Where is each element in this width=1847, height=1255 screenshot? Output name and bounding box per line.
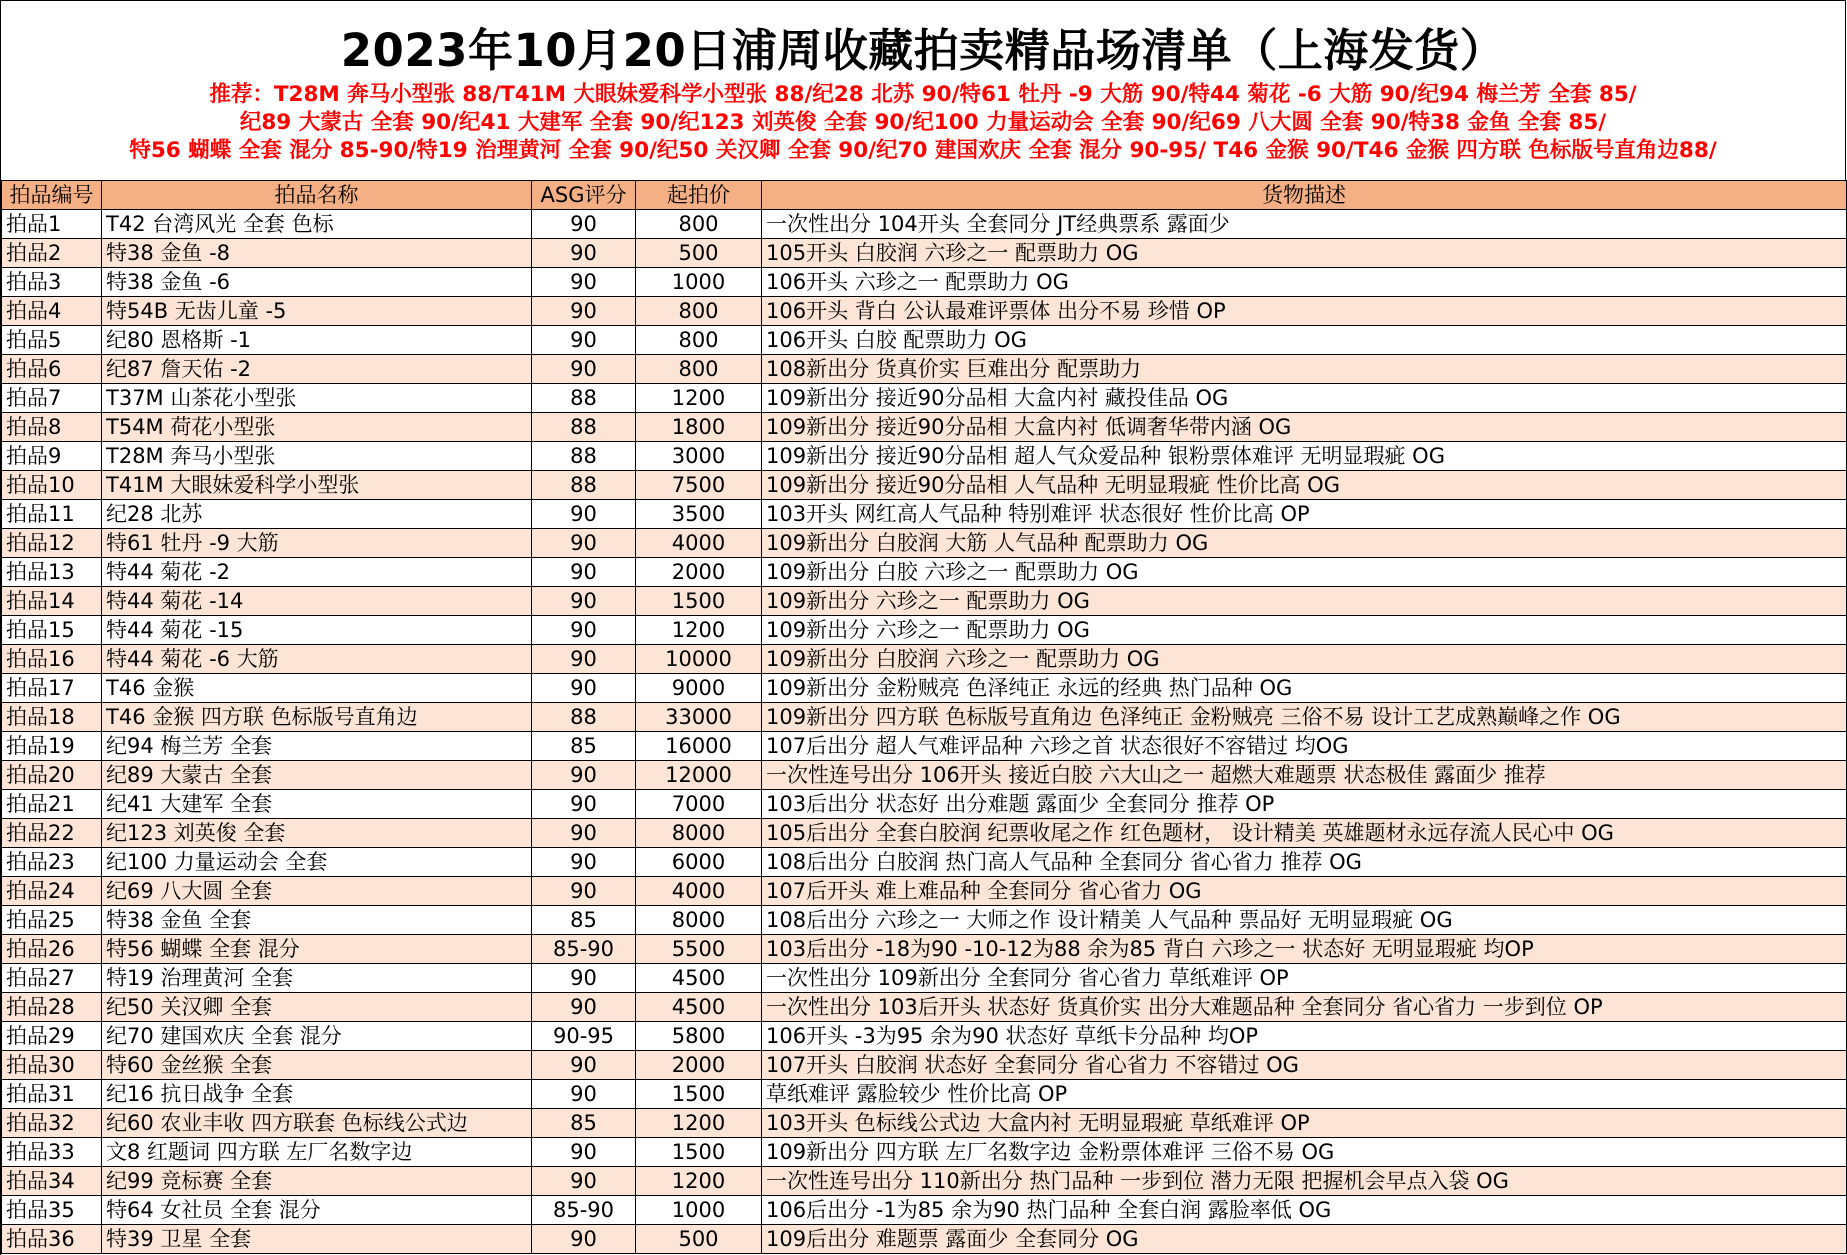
table-row: [2, 819, 1847, 848]
asg-grade-cell: 90: [532, 210, 636, 239]
description-cell: 103开头 色标线公式边 大盒内衬 无明显瑕疵 草纸难评 OP: [762, 1109, 1847, 1138]
table-row: [2, 1051, 1847, 1080]
lot-name-cell: 纪94 梅兰芳 全套: [102, 732, 532, 761]
lot-name-cell: 特56 蝴蝶 全套 混分: [102, 935, 532, 964]
table-row: [2, 1167, 1847, 1196]
table-row: [2, 587, 1847, 616]
description-cell: 109新出分 六珍之一 配票助力 OG: [762, 587, 1847, 616]
lot-name-cell: T42 台湾风光 全套 色标: [102, 210, 532, 239]
table-row: [2, 993, 1847, 1022]
asg-grade-cell: 90: [532, 1225, 636, 1254]
lot-name-cell: 纪69 八大圆 全套: [102, 877, 532, 906]
description-cell: 109后出分 难题票 露面少 全套同分 OG: [762, 1225, 1847, 1254]
lot-no-cell: 拍品28: [2, 993, 102, 1022]
lot-no-cell: 拍品9: [2, 442, 102, 471]
lot-no-cell: 拍品21: [2, 790, 102, 819]
lot-name-cell: 纪123 刘英俊 全套: [102, 819, 532, 848]
lot-name-cell: 特64 女社员 全套 混分: [102, 1196, 532, 1225]
start-price-cell: 1500: [636, 1080, 762, 1109]
description-cell: 108后出分 白胶润 热门高人气品种 全套同分 省心省力 推荐 OG: [762, 848, 1847, 877]
asg-grade-cell: 90: [532, 1051, 636, 1080]
table-body: [2, 210, 1847, 1254]
start-price-cell: 3500: [636, 500, 762, 529]
asg-grade-cell: 88: [532, 384, 636, 413]
lot-no-cell: 拍品10: [2, 471, 102, 500]
lot-name-cell: 纪16 抗日战争 全套: [102, 1080, 532, 1109]
start-price-cell: 8000: [636, 906, 762, 935]
lot-no-cell: 拍品12: [2, 529, 102, 558]
description-cell: 一次性出分 109新出分 全套同分 省心省力 草纸难评 OP: [762, 964, 1847, 993]
asg-grade-cell: 90: [532, 1167, 636, 1196]
start-price-cell: 1500: [636, 1138, 762, 1167]
asg-grade-cell: 90: [532, 355, 636, 384]
lot-no-cell: 拍品3: [2, 268, 102, 297]
asg-grade-cell: 90: [532, 1138, 636, 1167]
lot-no-cell: 拍品4: [2, 297, 102, 326]
asg-grade-cell: 88: [532, 413, 636, 442]
lot-name-cell: 纪87 詹天佑 -2: [102, 355, 532, 384]
recommend-line-1: 推荐：T28M 奔马小型张 88/T41M 大眼妹爱科学小型张 88/纪28 北苏 90/特61 牡丹 -9 大筋 90/特44 菊花 -6 大筋 90/纪94 梅兰芳 全套 85/: [209, 82, 1637, 107]
description-cell: 108新出分 货真价实 巨难出分 配票助力: [762, 355, 1847, 384]
table-row: [2, 616, 1847, 645]
lot-name-cell: 纪70 建国欢庆 全套 混分: [102, 1022, 532, 1051]
asg-grade-cell: 90: [532, 1080, 636, 1109]
start-price-cell: 33000: [636, 703, 762, 732]
start-price-cell: 7000: [636, 790, 762, 819]
lot-name-cell: 特38 金鱼 全套: [102, 906, 532, 935]
table-row: [2, 239, 1847, 268]
table-row: [2, 906, 1847, 935]
recommend-line-3: 特56 蝴蝶 全套 混分 85-90/特19 治理黄河 全套 90/纪50 关汉卿 全套 90/纪70 建国欢庆 全套 混分 90-95/ T46 金猴 90/T46 金猴 四方联 色标版号直角边88/: [129, 138, 1717, 163]
table-row: [2, 442, 1847, 471]
lot-no-cell: 拍品36: [2, 1225, 102, 1254]
asg-grade-cell: 90: [532, 587, 636, 616]
start-price-cell: 5500: [636, 935, 762, 964]
description-cell: 一次性出分 103后开头 状态好 货真价实 出分大难题品种 全套同分 省心省力 一步到位 OP: [762, 993, 1847, 1022]
lot-name-cell: T41M 大眼妹爱科学小型张: [102, 471, 532, 500]
page-title: 2023年10月20日浦周收藏拍卖精品场清单（上海发货）: [340, 24, 1506, 77]
lot-no-cell: 拍品32: [2, 1109, 102, 1138]
lot-name-cell: 纪99 竞标赛 全套: [102, 1167, 532, 1196]
lot-name-cell: 特38 金鱼 -6: [102, 268, 532, 297]
start-price-cell: 12000: [636, 761, 762, 790]
table-row: [2, 645, 1847, 674]
lot-name-cell: 特39 卫星 全套: [102, 1225, 532, 1254]
asg-grade-cell: 90: [532, 239, 636, 268]
lot-no-cell: 拍品23: [2, 848, 102, 877]
lot-name-cell: 纪80 恩格斯 -1: [102, 326, 532, 355]
table-row: [2, 674, 1847, 703]
lot-name-cell: T28M 奔马小型张: [102, 442, 532, 471]
auction-table: [1, 180, 1847, 1254]
start-price-cell: 800: [636, 210, 762, 239]
lot-no-cell: 拍品2: [2, 239, 102, 268]
start-price-cell: 1200: [636, 1109, 762, 1138]
asg-grade-cell: 90: [532, 500, 636, 529]
asg-grade-cell: 90: [532, 529, 636, 558]
lot-no-cell: 拍品26: [2, 935, 102, 964]
lot-name-cell: 纪60 农业丰收 四方联套 色标线公式边: [102, 1109, 532, 1138]
lot-name-cell: 特61 牡丹 -9 大筋: [102, 529, 532, 558]
asg-grade-cell: 90: [532, 674, 636, 703]
asg-grade-cell: 90: [532, 877, 636, 906]
table-row: [2, 703, 1847, 732]
description-cell: 一次性连号出分 106开头 接近白胶 六大山之一 超燃大难题票 状态极佳 露面少 推荐: [762, 761, 1847, 790]
lot-name-cell: T46 金猴 四方联 色标版号直角边: [102, 703, 532, 732]
lot-no-cell: 拍品22: [2, 819, 102, 848]
start-price-cell: 1200: [636, 384, 762, 413]
asg-grade-cell: 85: [532, 732, 636, 761]
description-cell: 109新出分 金粉贼亮 色泽纯正 永远的经典 热门品种 OG: [762, 674, 1847, 703]
lot-no-cell: 拍品30: [2, 1051, 102, 1080]
description-cell: 107开头 白胶润 状态好 全套同分 省心省力 不容错过 OG: [762, 1051, 1847, 1080]
start-price-cell: 4500: [636, 964, 762, 993]
lot-no-cell: 拍品16: [2, 645, 102, 674]
description-cell: 103后出分 -18为90 -10-12为88 余为85 背白 六珍之一 状态好 无明显瑕疵 均OP: [762, 935, 1847, 964]
table-row: [2, 500, 1847, 529]
table-row: [2, 935, 1847, 964]
start-price-cell: 10000: [636, 645, 762, 674]
asg-grade-cell: 88: [532, 703, 636, 732]
description-cell: 108后出分 六珍之一 大师之作 设计精美 人气品种 票品好 无明显瑕疵 OG: [762, 906, 1847, 935]
asg-grade-cell: 90: [532, 297, 636, 326]
description-cell: 109新出分 四方联 色标版号直角边 色泽纯正 金粉贼亮 三俗不易 设计工艺成熟巅峰之作 OG: [762, 703, 1847, 732]
lot-no-cell: 拍品27: [2, 964, 102, 993]
lot-no-cell: 拍品34: [2, 1167, 102, 1196]
description-cell: 103开头 网红高人气品种 特别难评 状态很好 性价比高 OP: [762, 500, 1847, 529]
description-cell: 106开头 背白 公认最难评票体 出分不易 珍惜 OP: [762, 297, 1847, 326]
asg-grade-cell: 88: [532, 442, 636, 471]
table-row: [2, 790, 1847, 819]
description-cell: 109新出分 接近90分品相 超人气众爱品种 银粉票体难评 无明显瑕疵 OG: [762, 442, 1847, 471]
table-row: [2, 529, 1847, 558]
description-cell: 草纸难评 露脸较少 性价比高 OP: [762, 1080, 1847, 1109]
lot-no-cell: 拍品11: [2, 500, 102, 529]
lot-no-cell: 拍品20: [2, 761, 102, 790]
lot-name-cell: T54M 荷花小型张: [102, 413, 532, 442]
description-cell: 103后出分 状态好 出分难题 露面少 全套同分 推荐 OP: [762, 790, 1847, 819]
lot-no-cell: 拍品18: [2, 703, 102, 732]
lot-no-cell: 拍品19: [2, 732, 102, 761]
table-row: [2, 761, 1847, 790]
table-row: [2, 877, 1847, 906]
asg-grade-cell: 90: [532, 790, 636, 819]
description-cell: 109新出分 四方联 左厂名数字边 金粉票体难评 三俗不易 OG: [762, 1138, 1847, 1167]
recommend-line-2: 纪89 大蒙古 全套 90/纪41 大建军 全套 90/纪123 刘英俊 全套 90/纪100 力量运动会 全套 90/纪69 八大圆 全套 90/特38 金鱼 全套 85/: [239, 110, 1607, 135]
lot-name-cell: 纪89 大蒙古 全套: [102, 761, 532, 790]
description-cell: 109新出分 白胶润 大筋 人气品种 配票助力 OG: [762, 529, 1847, 558]
lot-name-cell: 特60 金丝猴 全套: [102, 1051, 532, 1080]
description-cell: 109新出分 接近90分品相 人气品种 无明显瑕疵 性价比高 OG: [762, 471, 1847, 500]
start-price-cell: 3000: [636, 442, 762, 471]
description-cell: 一次性出分 104开头 全套同分 JT经典票系 露面少: [762, 210, 1847, 239]
description-cell: 109新出分 六珍之一 配票助力 OG: [762, 616, 1847, 645]
lot-name-cell: 纪50 关汉卿 全套: [102, 993, 532, 1022]
asg-grade-cell: 90: [532, 964, 636, 993]
description-cell: 106开头 六珍之一 配票助力 OG: [762, 268, 1847, 297]
asg-grade-cell: 90: [532, 848, 636, 877]
description-cell: 106开头 白胶 配票助力 OG: [762, 326, 1847, 355]
lot-no-cell: 拍品35: [2, 1196, 102, 1225]
lot-no-cell: 拍品5: [2, 326, 102, 355]
column-header-description: 货物描述: [762, 181, 1847, 210]
lot-no-cell: 拍品33: [2, 1138, 102, 1167]
description-cell: 109新出分 白胶润 六珍之一 配票助力 OG: [762, 645, 1847, 674]
asg-grade-cell: 90: [532, 645, 636, 674]
table-row: [2, 326, 1847, 355]
lot-name-cell: T46 金猴: [102, 674, 532, 703]
start-price-cell: 1200: [636, 1167, 762, 1196]
start-price-cell: 500: [636, 1225, 762, 1254]
table-row: [2, 268, 1847, 297]
lot-no-cell: 拍品6: [2, 355, 102, 384]
column-header-lot-name: 拍品名称: [102, 181, 532, 210]
start-price-cell: 1200: [636, 616, 762, 645]
lot-no-cell: 拍品1: [2, 210, 102, 239]
lot-no-cell: 拍品13: [2, 558, 102, 587]
lot-no-cell: 拍品31: [2, 1080, 102, 1109]
lot-name-cell: 特44 菊花 -6 大筋: [102, 645, 532, 674]
column-header-asg-grade: ASG评分: [532, 181, 636, 210]
start-price-cell: 1800: [636, 413, 762, 442]
table-row: [2, 1022, 1847, 1051]
start-price-cell: 8000: [636, 819, 762, 848]
asg-grade-cell: 90: [532, 558, 636, 587]
start-price-cell: 5800: [636, 1022, 762, 1051]
asg-grade-cell: 90: [532, 819, 636, 848]
asg-grade-cell: 85-90: [532, 1196, 636, 1225]
table-row: [2, 413, 1847, 442]
table-row: [2, 964, 1847, 993]
start-price-cell: 2000: [636, 1051, 762, 1080]
lot-name-cell: 特44 菊花 -15: [102, 616, 532, 645]
lot-name-cell: 特44 菊花 -2: [102, 558, 532, 587]
asg-grade-cell: 85: [532, 906, 636, 935]
asg-grade-cell: 90-95: [532, 1022, 636, 1051]
start-price-cell: 1000: [636, 268, 762, 297]
start-price-cell: 4000: [636, 529, 762, 558]
start-price-cell: 500: [636, 239, 762, 268]
table-row: [2, 355, 1847, 384]
table-row: [2, 1196, 1847, 1225]
start-price-cell: 4000: [636, 877, 762, 906]
start-price-cell: 800: [636, 326, 762, 355]
start-price-cell: 800: [636, 355, 762, 384]
asg-grade-cell: 90: [532, 326, 636, 355]
table-row: [2, 471, 1847, 500]
table-row: [2, 848, 1847, 877]
lot-no-cell: 拍品8: [2, 413, 102, 442]
description-cell: 107后开头 难上难品种 全套同分 省心省力 OG: [762, 877, 1847, 906]
column-header-lot-no: 拍品编号: [2, 181, 102, 210]
sheet-header: [1, 0, 1846, 180]
start-price-cell: 6000: [636, 848, 762, 877]
description-cell: 109新出分 白胶 六珍之一 配票助力 OG: [762, 558, 1847, 587]
table-row: [2, 210, 1847, 239]
description-cell: 107后出分 超人气难评品种 六珍之首 状态很好不容错过 均OG: [762, 732, 1847, 761]
lot-name-cell: 特54B 无齿儿童 -5: [102, 297, 532, 326]
lot-name-cell: 特44 菊花 -14: [102, 587, 532, 616]
lot-name-cell: 纪100 力量运动会 全套: [102, 848, 532, 877]
table-row: [2, 558, 1847, 587]
lot-name-cell: 文8 红题词 四方联 左厂名数字边: [102, 1138, 532, 1167]
start-price-cell: 16000: [636, 732, 762, 761]
column-header-start-price: 起拍价: [636, 181, 762, 210]
lot-no-cell: 拍品29: [2, 1022, 102, 1051]
lot-no-cell: 拍品14: [2, 587, 102, 616]
description-cell: 106开头 -3为95 余为90 状态好 草纸卡分品种 均OP: [762, 1022, 1847, 1051]
table-row: [2, 732, 1847, 761]
lot-no-cell: 拍品7: [2, 384, 102, 413]
start-price-cell: 1500: [636, 587, 762, 616]
lot-name-cell: 特19 治理黄河 全套: [102, 964, 532, 993]
lot-name-cell: 纪41 大建军 全套: [102, 790, 532, 819]
asg-grade-cell: 90: [532, 616, 636, 645]
start-price-cell: 2000: [636, 558, 762, 587]
start-price-cell: 1000: [636, 1196, 762, 1225]
description-cell: 105开头 白胶润 六珍之一 配票助力 OG: [762, 239, 1847, 268]
asg-grade-cell: 90: [532, 761, 636, 790]
table-header-row: [2, 181, 1847, 210]
lot-name-cell: T37M 山茶花小型张: [102, 384, 532, 413]
description-cell: 105后出分 全套白胶润 纪票收尾之作 红色题材， 设计精美 英雄题材永远存流人民心中 OG: [762, 819, 1847, 848]
lot-name-cell: 特38 金鱼 -8: [102, 239, 532, 268]
table-row: [2, 297, 1847, 326]
table-row: [2, 1080, 1847, 1109]
lot-no-cell: 拍品15: [2, 616, 102, 645]
start-price-cell: 7500: [636, 471, 762, 500]
table-row: [2, 1109, 1847, 1138]
table-row: [2, 384, 1847, 413]
lot-name-cell: 纪28 北苏: [102, 500, 532, 529]
description-cell: 106后出分 -1为85 余为90 热门品种 全套白润 露脸率低 OG: [762, 1196, 1847, 1225]
description-cell: 109新出分 接近90分品相 大盒内衬 低调奢华带内涵 OG: [762, 413, 1847, 442]
description-cell: 109新出分 接近90分品相 大盒内衬 藏投佳品 OG: [762, 384, 1847, 413]
start-price-cell: 9000: [636, 674, 762, 703]
asg-grade-cell: 85: [532, 1109, 636, 1138]
description-cell: 一次性连号出分 110新出分 热门品种 一步到位 潜力无限 把握机会早点入袋 OG: [762, 1167, 1847, 1196]
asg-grade-cell: 88: [532, 471, 636, 500]
asg-grade-cell: 90: [532, 268, 636, 297]
asg-grade-cell: 90: [532, 993, 636, 1022]
table-row: [2, 1225, 1847, 1254]
start-price-cell: 4500: [636, 993, 762, 1022]
lot-no-cell: 拍品24: [2, 877, 102, 906]
lot-no-cell: 拍品25: [2, 906, 102, 935]
asg-grade-cell: 85-90: [532, 935, 636, 964]
table-row: [2, 1138, 1847, 1167]
start-price-cell: 800: [636, 297, 762, 326]
lot-no-cell: 拍品17: [2, 674, 102, 703]
